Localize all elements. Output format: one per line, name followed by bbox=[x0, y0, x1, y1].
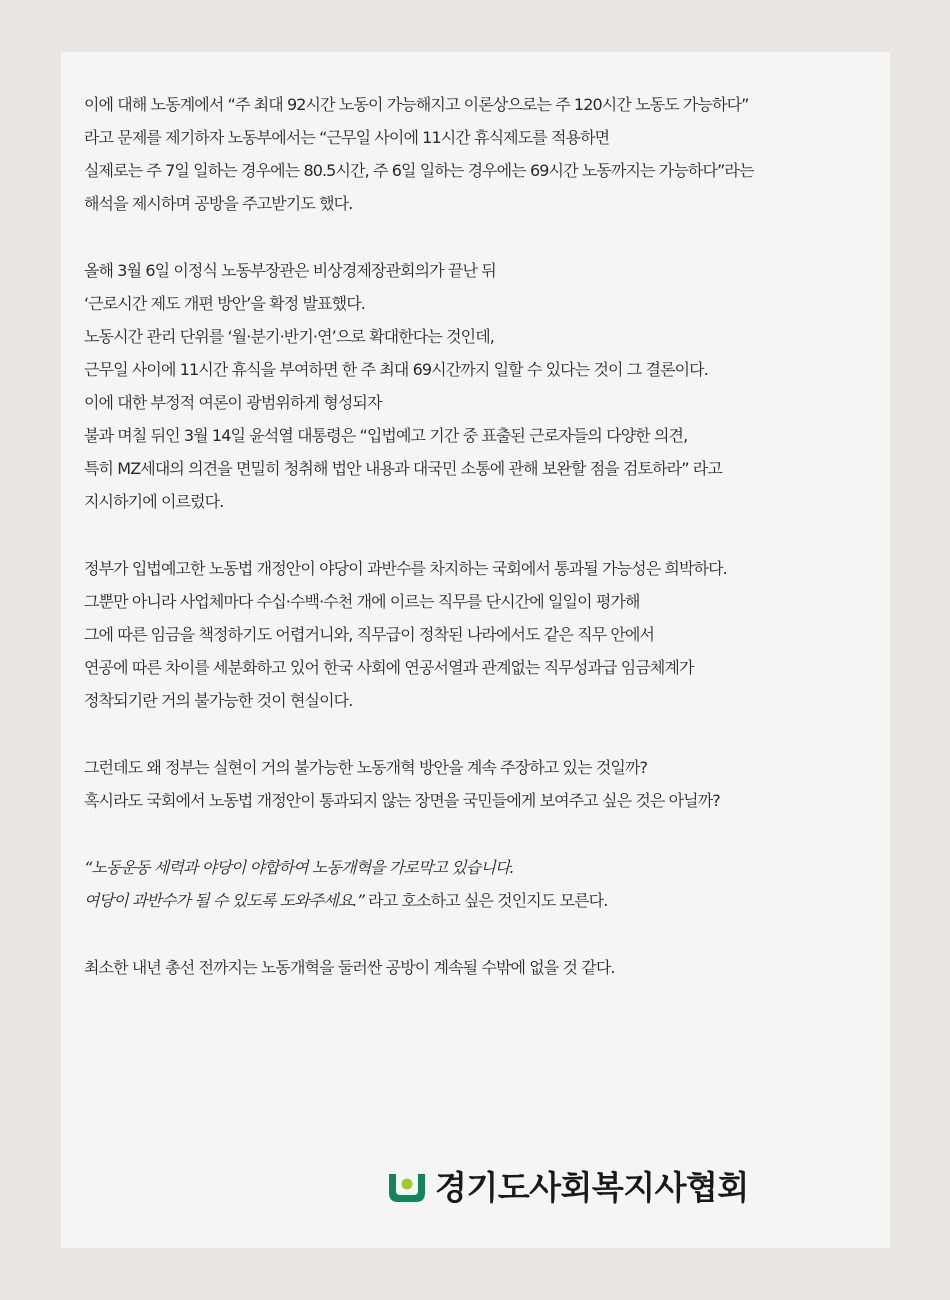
text-line: 최소한 내년 총선 전까지는 노동개혁을 둘러싼 공방이 계속될 수밖에 없을 것 같다. bbox=[84, 958, 615, 977]
quote-line: “노동운동 세력과 야당이 야합하여 노동개혁을 가로막고 있습니다. bbox=[84, 858, 514, 877]
gyeonggi-social-welfare-logo-icon bbox=[387, 1171, 427, 1205]
text-line: 정부가 입법예고한 노동법 개정안이 야당이 과반수를 차지하는 국회에서 통과될 가능성은 희박하다. bbox=[84, 559, 727, 578]
text-line: 지시하기에 이르렀다. bbox=[84, 492, 224, 511]
text-line: 정착되기란 거의 불가능한 것이 현실이다. bbox=[84, 691, 353, 710]
text-line: 특히 MZ세대의 의견을 면밀히 청취해 법안 내용과 대국민 소통에 관해 보완할 점을 검토하라” 라고 bbox=[84, 459, 722, 478]
quote-suffix: 라고 호소하고 싶은 것인지도 모른다. bbox=[363, 891, 608, 910]
text-line: 실제로는 주 7일 일하는 경우에는 80.5시간, 주 6일 일하는 경우에는 69시간 노동까지는 가능하다”라는 bbox=[84, 161, 754, 180]
paragraph-1 bbox=[84, 88, 874, 220]
text-line bbox=[84, 884, 874, 917]
text-line: 그뿐만 아니라 사업체마다 수십·수백·수천 개에 이르는 직무를 단시간에 일일이 평가해 bbox=[84, 592, 640, 611]
article-body bbox=[84, 88, 874, 1018]
paragraph-2 bbox=[84, 254, 874, 518]
quote-text: 여당이 과반수가 될 수 있도록 도와주세요.” bbox=[84, 891, 364, 910]
paragraph-6 bbox=[84, 951, 874, 984]
text-line: 이에 대한 부정적 여론이 광범위하게 형성되자 bbox=[84, 393, 382, 412]
text-line: 그런데도 왜 정부는 실현이 거의 불가능한 노동개혁 방안을 계속 주장하고 있는 것일까? bbox=[84, 758, 648, 777]
text-line: 이에 대해 노동계에서 “주 최대 92시간 노동이 가능해지고 이론상으로는 주 120시간 노동도 가능하다” bbox=[84, 95, 749, 114]
organization-name: 경기도사회복지사협회 bbox=[435, 1168, 749, 1207]
text-line: 올해 3월 6일 이정식 노동부장관은 비상경제장관회의가 끝난 뒤 bbox=[84, 261, 496, 280]
text-line: 해석을 제시하며 공방을 주고받기도 했다. bbox=[84, 194, 353, 213]
paragraph-5-quote bbox=[84, 851, 874, 917]
text-line: 연공에 따른 차이를 세분화하고 있어 한국 사회에 연공서열과 관계없는 직무성과급 임금체계가 bbox=[84, 658, 694, 677]
text-line: 라고 문제를 제기하자 노동부에서는 “근무일 사이에 11시간 휴식제도를 적용하면 bbox=[84, 128, 610, 147]
organization-logo bbox=[387, 1168, 749, 1208]
paragraph-4 bbox=[84, 751, 874, 817]
text-line: ‘근로시간 제도 개편 방안’을 확정 발표했다. bbox=[84, 294, 365, 313]
text-line: 불과 며칠 뒤인 3월 14일 윤석열 대통령은 “입법예고 기간 중 표출된 근로자들의 다양한 의견, bbox=[84, 426, 688, 445]
text-line: 노동시간 관리 단위를 ‘월·분기·반기·연’으로 확대한다는 것인데, bbox=[84, 327, 494, 346]
text-line: 그에 따른 임금을 책정하기도 어렵거니와, 직무급이 정착된 나라에서도 같은 직무 안에서 bbox=[84, 625, 655, 644]
paragraph-3 bbox=[84, 552, 874, 717]
text-line: 근무일 사이에 11시간 휴식을 부여하면 한 주 최대 69시간까지 일할 수 있다는 것이 그 결론이다. bbox=[84, 360, 708, 379]
text-line: 혹시라도 국회에서 노동법 개정안이 통과되지 않는 장면을 국민들에게 보여주고 싶은 것은 아닐까? bbox=[84, 791, 720, 810]
article-card bbox=[61, 52, 890, 1248]
